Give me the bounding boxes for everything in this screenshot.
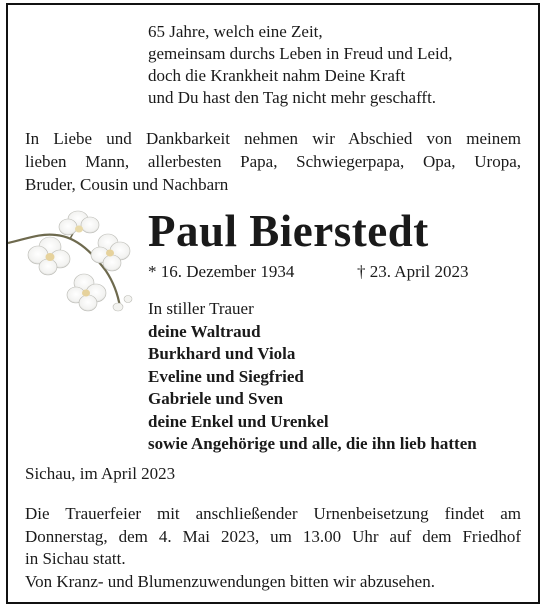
mourner-name: deine Enkel und Urenkel [148,411,329,431]
mourner-name: Gabriele und Sven [148,389,284,408]
birth-date: * 16. Dezember 1934 [148,262,295,281]
funeral-line: Die Trauerfeier mit anschließender Urnenbeisetzung findet am [25,504,521,523]
funeral-line: Donnerstag, dem 4. Mai 2023, um 13.00 Uhr auf dem Friedhof [25,526,521,546]
intro-line: lieben Mann, allerbesten Papa, Schwiegerpapa, Opa, Uropa, [25,152,521,171]
intro-text [25,127,521,196]
poem-line: doch die Krankheit nahm Deine Kraft [148,66,406,85]
mourner-name: Burkhard und Viola [148,344,296,363]
intro-line: Bruder, Cousin und Nachbarn [25,175,229,194]
poem [148,21,453,109]
place-date: Sichau, im April 2023 [25,464,176,483]
deceased-name: Paul Bierstedt [148,206,429,256]
mourner-name: deine Waltraud [148,321,261,341]
mourner-name: sowie Angehörige und alle, die ihn lieb hatten [148,434,477,453]
funeral-notice [25,503,521,593]
funeral-line: in Sichau statt. [25,549,126,568]
orchid-branch-icon [8,203,144,323]
poem-line: und Du hast den Tag nicht mehr geschafft. [148,88,437,107]
mourners-heading: In stiller Trauer [148,299,254,318]
poem-line: gemeinsam durchs Leben in Freud und Leid, [148,44,453,63]
intro-line: In Liebe und Dankbarkeit nehmen wir Abschied von meinem [25,129,521,148]
mourners [148,298,477,456]
obituary-frame [6,3,540,604]
poem-line: 65 Jahre, welch eine Zeit, [148,22,323,41]
death-date: † 23. April 2023 [357,262,469,281]
mourner-name: Eveline und Siegfried [148,366,304,386]
funeral-line: Von Kranz- und Blumenzuwendungen bitten wir abzusehen. [25,571,435,591]
